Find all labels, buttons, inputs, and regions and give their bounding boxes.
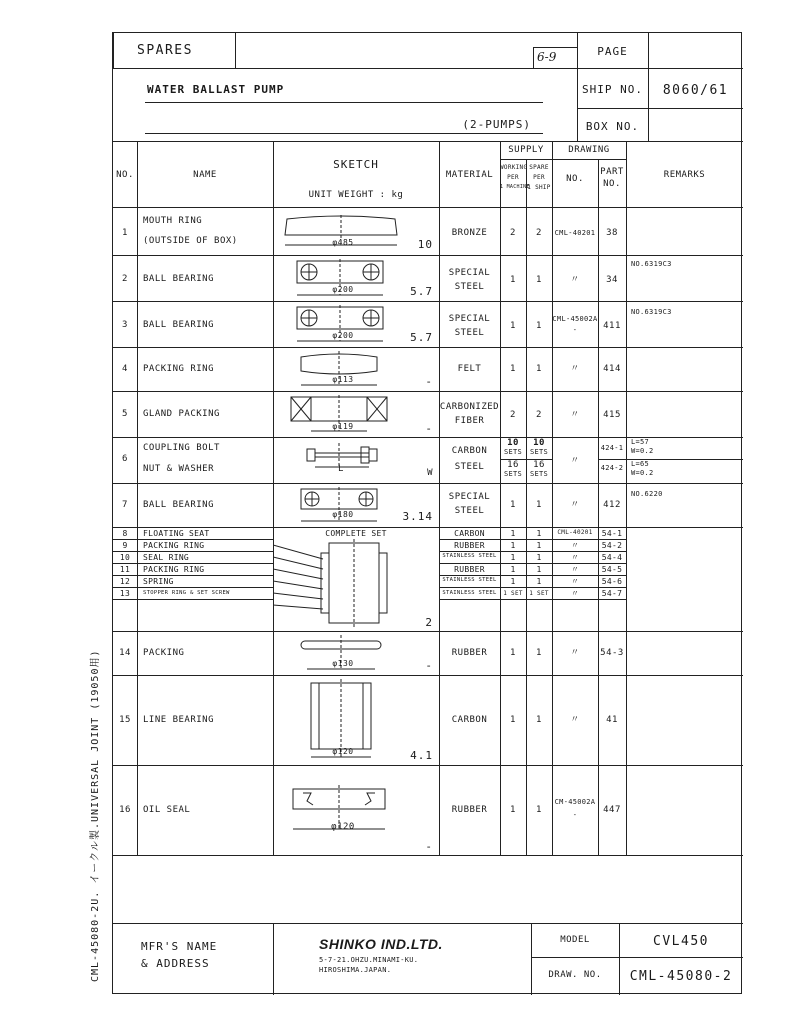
- row-name: FLOATING SEAT: [143, 529, 210, 538]
- row-working: 1: [510, 577, 516, 586]
- col-part-1: PART: [600, 167, 624, 177]
- row-name: PACKING RING: [143, 364, 215, 374]
- spares-sheet: [112, 32, 742, 994]
- row-working: 1: [510, 275, 516, 285]
- row-no: 8: [122, 529, 128, 538]
- row-no: 14: [119, 648, 131, 658]
- row-material: CARBON: [451, 715, 488, 725]
- row-name: LINE BEARING: [143, 715, 215, 725]
- model-value: CVL450: [653, 934, 709, 949]
- row-name: BALL BEARING: [143, 500, 215, 510]
- row-part-no: 54-5: [601, 565, 623, 574]
- row-part-no: 54-1: [601, 529, 623, 538]
- col-sketch: SKETCH: [333, 158, 379, 171]
- row-no: 10: [119, 553, 131, 562]
- row-spare: 1: [536, 275, 542, 285]
- row-spare: 1: [536, 648, 542, 658]
- box-no-label: BOX NO.: [585, 120, 640, 133]
- row-material-2: STEEL: [454, 462, 485, 472]
- row-drawing-no: CML-40201: [554, 229, 596, 237]
- row-weight: W: [427, 468, 433, 478]
- row-drawing-no: 〃: [570, 456, 580, 466]
- row-spare-unit: SETS: [529, 470, 549, 478]
- row-weight: 3.14: [402, 510, 433, 523]
- draw-no-label: DRAW. NO.: [548, 970, 602, 980]
- row-spare: 1: [536, 715, 542, 725]
- row-drawing-no: 〃: [570, 565, 580, 574]
- row-material-2: STEEL: [454, 506, 485, 516]
- row-material: SPECIAL: [448, 492, 491, 502]
- row-name: STOPPER RING & SET SCREW: [143, 590, 230, 596]
- row-spare: 1: [536, 577, 542, 586]
- col-spare-2: PER: [533, 174, 545, 181]
- row-working: 2: [510, 228, 516, 238]
- row-drawing-no: CM-45002A: [554, 798, 596, 806]
- row-part-no: 447: [603, 805, 621, 815]
- row-material-2: FIBER: [454, 416, 485, 426]
- row-no: 7: [122, 500, 128, 510]
- row-material: RUBBER: [451, 805, 488, 815]
- row-no: 12: [119, 577, 131, 586]
- row-drawing-no: 〃: [570, 715, 580, 725]
- col-working-2: PER: [507, 174, 519, 181]
- row-spare: 1: [536, 364, 542, 374]
- row-spare: 2: [536, 228, 542, 238]
- row-working: 10: [507, 438, 519, 448]
- row-weight: 4.1: [410, 749, 433, 762]
- row-working: 1: [510, 500, 516, 510]
- row-material: BRONZE: [451, 228, 488, 238]
- row-dimension: φ130: [332, 659, 354, 668]
- row-working: 2: [510, 410, 516, 420]
- row-drawing-no: 〃: [570, 410, 580, 420]
- col-unit-weight: UNIT WEIGHT : kg: [308, 190, 404, 200]
- row-material: RUBBER: [454, 565, 485, 574]
- row-weight: -: [425, 375, 433, 388]
- header-bottom-rule: [113, 141, 743, 142]
- row-working-unit: SETS: [503, 448, 523, 456]
- row-spare: 1: [536, 500, 542, 510]
- row-spare: 1 SET: [529, 590, 549, 597]
- row-drawing-no: 〃: [570, 648, 580, 658]
- row-drawing-no-2: -: [572, 326, 578, 334]
- draw-no-value: CML-45080-2: [629, 969, 733, 984]
- row-part-no: 424-2: [600, 464, 624, 472]
- company-name: SHINKO IND.LTD.: [319, 936, 443, 952]
- row-dimension: L: [338, 464, 344, 474]
- row-weight: 5.7: [410, 285, 433, 298]
- row-remarks: NO.6319C3: [631, 308, 672, 316]
- col-working-1: WORKING: [500, 164, 528, 171]
- row-name: PACKING RING: [143, 565, 205, 574]
- complete-set-caption: COMPLETE SET: [325, 529, 387, 538]
- row-working: 1: [510, 565, 516, 574]
- row-remarks: NO.6220: [631, 490, 663, 498]
- row-drawing-no: 〃: [570, 500, 580, 510]
- col-no: NO.: [116, 170, 134, 180]
- row-working: 1: [510, 553, 516, 562]
- row-material: STAINLESS STEEL: [442, 577, 497, 583]
- row-working: 1: [510, 805, 516, 815]
- row-no: 6: [122, 454, 128, 464]
- oil-seal-sketch: [289, 785, 389, 835]
- row-spare: 10: [533, 438, 545, 448]
- row-part-no: 54-4: [601, 553, 623, 562]
- row-material: STAINLESS STEEL: [442, 553, 497, 559]
- row-spare: 1: [536, 529, 542, 538]
- row-material: SPECIAL: [448, 268, 491, 278]
- row-material: RUBBER: [451, 648, 488, 658]
- row-working: 16: [507, 460, 519, 470]
- row-name: BALL BEARING: [143, 320, 215, 330]
- row-drawing-no-2: -: [572, 811, 578, 819]
- row-remarks: L=65: [631, 460, 650, 468]
- row-no: 1: [122, 228, 128, 238]
- row-material: STAINLESS STEEL: [442, 590, 497, 596]
- equipment-name: WATER BALLAST PUMP: [147, 83, 285, 96]
- row-remarks: W=0.2: [631, 447, 654, 455]
- col-name: NAME: [193, 170, 217, 180]
- row-spare: 1: [536, 541, 542, 550]
- row-part-no: 411: [603, 321, 621, 331]
- mechanical-seal-sketch: [273, 539, 439, 629]
- row-drawing-no: 〃: [570, 589, 580, 598]
- row-working-unit: SETS: [503, 470, 523, 478]
- title-box-divider: [235, 33, 236, 68]
- ball-bearing-sketch: [295, 305, 385, 345]
- row-name: COUPLING BOLT: [143, 443, 220, 453]
- row-material: RUBBER: [454, 541, 485, 550]
- row-weight: 10: [417, 238, 433, 251]
- row-name: PACKING RING: [143, 541, 205, 550]
- row-material: SPECIAL: [448, 314, 491, 324]
- col-drawing: DRAWING: [568, 145, 610, 155]
- row-dimension: φ200: [332, 285, 354, 294]
- row-no: 9: [122, 541, 128, 550]
- row-dimension: φ180: [332, 510, 354, 519]
- gland-packing-sketch: [289, 395, 389, 435]
- row-spare: 1: [536, 553, 542, 562]
- sheet-number: 6-9: [537, 50, 557, 64]
- seal-group-weight: 2: [425, 616, 433, 629]
- row-drawing-no: 〃: [570, 577, 580, 586]
- col-material: MATERIAL: [445, 170, 494, 180]
- row-working: 1: [510, 715, 516, 725]
- row-part-no: 54-7: [601, 589, 623, 598]
- row-part-no: 38: [606, 228, 618, 238]
- form-title: SPARES: [137, 43, 193, 58]
- row-name: OIL SEAL: [143, 805, 191, 815]
- row-material: CARBON: [451, 446, 488, 456]
- row-weight: -: [425, 659, 433, 672]
- row-name: GLAND PACKING: [143, 409, 220, 419]
- row-no: 4: [122, 364, 128, 374]
- row-dimension: φ120: [332, 747, 354, 756]
- packing-sketch: [299, 635, 383, 673]
- row-spare: 1: [536, 805, 542, 815]
- row-part-no: 424-1: [600, 444, 624, 452]
- row-working: 1: [510, 321, 516, 331]
- row-name: SEAL RING: [143, 553, 190, 562]
- mfr-label-1: MFR'S NAME: [141, 940, 218, 953]
- row-drawing-no: 〃: [570, 364, 580, 374]
- row-drawing-no: 〃: [570, 553, 580, 562]
- row-weight: -: [425, 422, 433, 435]
- col-remarks: REMARKS: [663, 170, 706, 180]
- row-spare: 2: [536, 410, 542, 420]
- row-working: 1 SET: [503, 590, 523, 597]
- row-part-no: 34: [606, 275, 618, 285]
- side-margin-note: CML-45080-2U. イークル製.UNIVERSAL JOINT (19050用): [90, 649, 101, 982]
- row-dimension: φ113: [332, 375, 354, 384]
- row-weight: 5.7: [410, 331, 433, 344]
- row-part-no: 414: [603, 364, 621, 374]
- row-spare: 16: [533, 460, 545, 470]
- row-no: 15: [119, 715, 131, 725]
- col-drawing-no: NO.: [566, 174, 584, 184]
- company-address-1: 5-7-21.OHZU.MINAMI-KU.: [319, 956, 419, 964]
- row-remarks: NO.6319C3: [631, 260, 672, 268]
- row-dimension: φ120: [331, 822, 355, 832]
- row-no: 16: [119, 805, 131, 815]
- row-no: 5: [122, 409, 128, 419]
- row-drawing-no: CML-40201: [557, 529, 593, 536]
- line-bearing-sketch: [307, 679, 377, 761]
- row-drawing-no: 〃: [570, 541, 580, 550]
- row-working: 1: [510, 648, 516, 658]
- col-working-3: 1 MACHINE: [500, 184, 530, 190]
- coupling-bolt-sketch: [305, 441, 385, 469]
- row-spare-unit: SETS: [529, 448, 549, 456]
- page-label: PAGE: [597, 45, 628, 58]
- row-part-no: 412: [603, 500, 621, 510]
- packing-ring-sketch: [299, 351, 381, 389]
- row-material-2: STEEL: [454, 328, 485, 338]
- row-drawing-no: 〃: [570, 275, 580, 285]
- row-part-no: 415: [603, 410, 621, 420]
- row-weight: -: [425, 840, 433, 853]
- row-name: BALL BEARING: [143, 274, 215, 284]
- row-no: 3: [122, 320, 128, 330]
- row-no: 11: [119, 565, 131, 574]
- row-material: CARBONIZED: [439, 402, 500, 412]
- row-name: PACKING: [143, 648, 185, 658]
- row-spare: 1: [536, 565, 542, 574]
- row-no: 13: [119, 589, 131, 598]
- row-material: FELT: [457, 364, 482, 374]
- ball-bearing-sketch: [299, 487, 379, 525]
- row-dimension: φ119: [332, 422, 354, 431]
- row-part-no: 54-6: [601, 577, 623, 586]
- row-part-no: 54-2: [601, 541, 623, 550]
- row-remarks: W=0.2: [631, 469, 654, 477]
- row-dimension: φ200: [332, 331, 354, 340]
- quantity-note: (2-PUMPS): [462, 118, 531, 131]
- mouth-ring-sketch: [281, 213, 406, 249]
- company-address-2: HIROSHIMA.JAPAN.: [319, 966, 392, 974]
- mfr-label-2: & ADDRESS: [141, 957, 210, 970]
- row-part-no: 41: [606, 715, 618, 725]
- row-name: SPRING: [143, 577, 174, 586]
- row-working: 1: [510, 541, 516, 550]
- row-material: CARBON: [454, 529, 485, 538]
- col-spare-1: SPARE: [529, 164, 549, 171]
- row-part-no: 54-3: [600, 648, 624, 658]
- col-part-2: NO.: [603, 179, 621, 189]
- row-name-2: NUT & WASHER: [143, 464, 215, 474]
- row-remarks: L=57: [631, 438, 650, 446]
- ship-no-label: SHIP NO.: [582, 83, 643, 96]
- row-spare: 1: [536, 321, 542, 331]
- row-name-2: (OUTSIDE OF BOX): [143, 236, 238, 246]
- row-dimension: φ485: [332, 238, 354, 247]
- ball-bearing-sketch: [295, 259, 385, 299]
- row-working: 1: [510, 364, 516, 374]
- col-supply: SUPPLY: [508, 145, 544, 155]
- row-material-2: STEEL: [454, 282, 485, 292]
- row-drawing-no: CML-45002A: [552, 315, 598, 323]
- col-spare-3: 1 SHIP: [527, 184, 551, 191]
- row-working: 1: [510, 529, 516, 538]
- model-label: MODEL: [560, 935, 590, 945]
- row-no: 2: [122, 274, 128, 284]
- ship-no-value: 8060/61: [662, 83, 729, 98]
- row-name: MOUTH RING: [143, 216, 203, 226]
